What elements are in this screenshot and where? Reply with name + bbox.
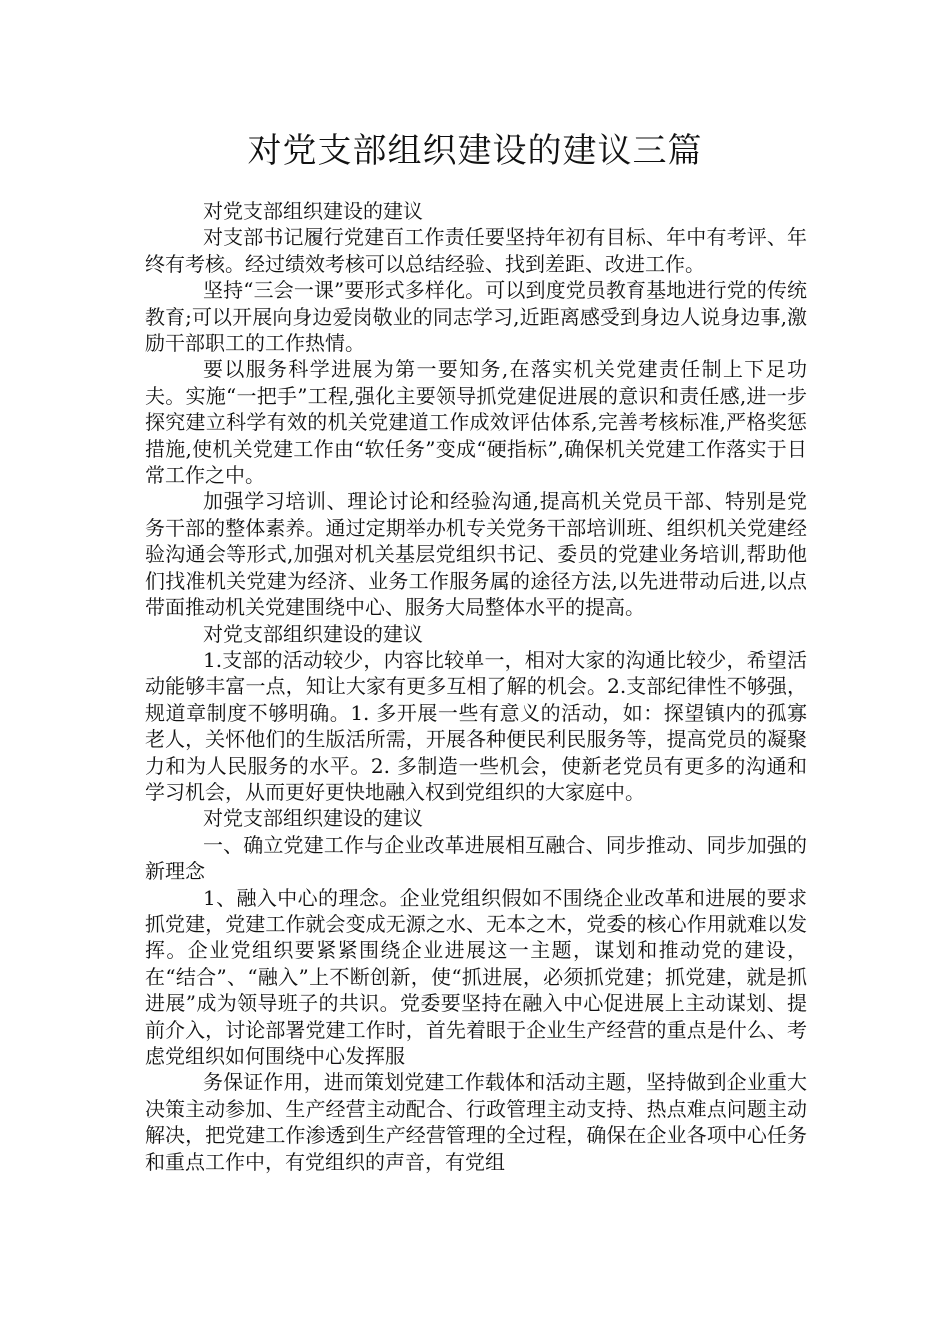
paragraph: 1.支部的活动较少，内容比较单一，相对大家的沟通比较少，希望活动能够丰富一点，知让大家有更多互相了解的机会。2.支部纪律性不够强，规道章制度不够明确。1. 多开展一些有意义的活动，如：探望镇内的孤寡老人，关怀他们的生版活所需，开展各种便民利民服务等，提高党员的凝聚力和为人民服务的水平。2. 多制造一些机会，使新老党员有更多的沟通和学习机会，从而更好更快地融入权到党组织的大家庭中。 [145,647,807,804]
document-title: 对党支部组织建设的建议三篇 [247,131,703,171]
paragraph: 对支部书记履行党建百工作责任要坚持年初有目标、年中有考评、年终有考核。经过绩效考核可以总结经验、找到差距、改进工作。 [145,225,807,276]
paragraph: 加强学习培训、理论讨论和经验沟通,提高机关党员干部、特别是党务干部的整体素养。通过定期举办机专关党务干部培训班、组织机关党建经验沟通会等形式,加强对机关基层党组织书记、委员的党建业务培训,帮助他们找准机关党建为经济、业务工作服务属的途径方法,以先进带动后进,以点带面推动机关党建围绕中心、服务大局整体水平的提高。 [145,489,807,620]
paragraph: 坚持“三会一课”要形式多样化。可以到度党员教育基地进行党的传统教育;可以开展向身边爱岗敬业的同志学习,近距离感受到身边人说身边事,激励干部职工的工作热情。 [145,278,807,356]
document-body [145,198,807,1175]
section-heading-1: 对党支部组织建设的建议 [203,199,423,223]
subheading: 一、确立党建工作与企业改革进展相互融合、同步推动、同步加强的新理念 [145,832,807,884]
paragraph: 要以服务科学进展为第一要知务,在落实机关党建责任制上下足功夫。实施“一把手”工程,强化主要领导抓党建促进展的意识和责任感,进一步探究建立科学有效的机关党建道工作成效评估体系,完善考核标准,严格奖惩措施,使机关党建工作由“软任务”变成“硬指标”,确保机关党建工作落实于日常工作之中。 [145,357,807,488]
section-heading-3: 对党支部组织建设的建议 [203,806,423,831]
paragraph: 1、融入中心的理念。企业党组织假如不围绕企业改革和进展的要求抓党建，党建工作就会变成无源之水、无本之木，党委的核心作用就难以发挥。企业党组织要紧紧围绕企业进展这一主题，谋划和推动党的建设，在“结合”、“融入”上不断创新，使“抓进展，必须抓党建；抓党建，就是抓进展”成为领导班子的共识。党委要坚持在融入中心促进展上主动谋划、提前介入，讨论部署党建工作时，首先着眼于企业生产经营的重点是什么、考虑党组织如何围绕中心发挥服 [145,885,807,1068]
paragraph: 务保证作用，进而策划党建工作载体和活动主题，坚持做到企业重大决策主动参加、生产经营主动配合、行政管理主动支持、热点难点问题主动解决，把党建工作渗透到生产经营管理的全过程，确保在企业各项中心任务和重点工作中，有党组织的声音，有党组 [145,1070,807,1174]
section-heading-2: 对党支部组织建设的建议 [203,621,423,646]
